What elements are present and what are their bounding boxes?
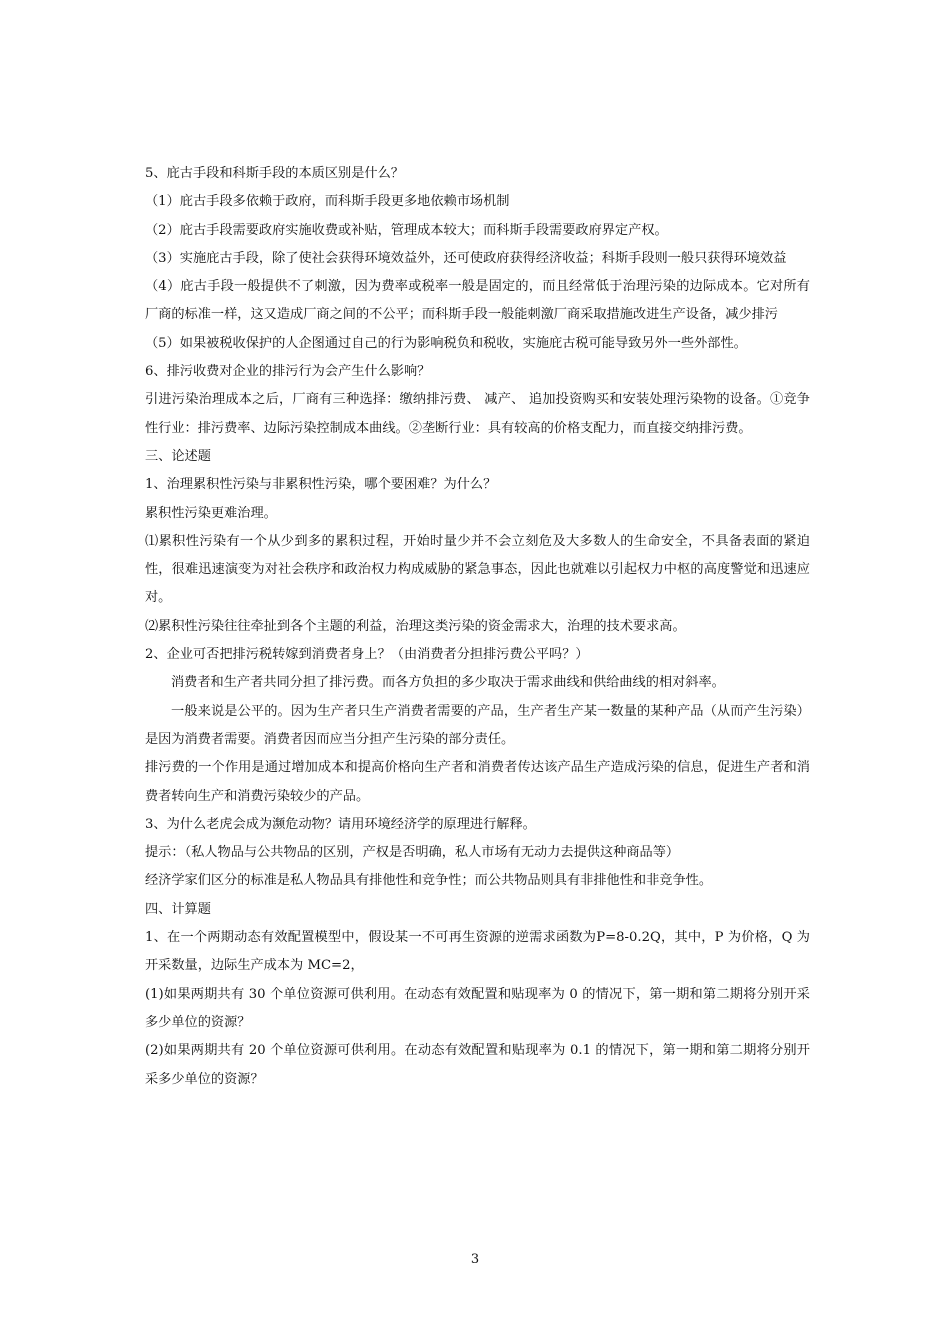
essay-question-3: 3、为什么老虎会成为濒危动物？请用环境经济学的原理进行解释。: [145, 816, 536, 832]
answer-point: （3）实施庇古手段，除了使社会获得环境效益外，还可使政府获得经济收益；科斯手段则一般只获得环境效益: [145, 250, 787, 266]
answer-paragraph: 一般来说是公平的。因为生产者只生产消费者需要的产品，生产者生产某一数量的某种产品（从而产生污染）是因为消费者需要。消费者因而应当分担产生污染的部分责任。: [145, 703, 810, 747]
essay-question-1: 1、治理累积性污染与非累积性污染，哪个要困难？为什么？: [145, 477, 497, 493]
answer-point: （4）庇古手段一般提供不了刺激，因为费率或税率一般是固定的，而且经常低于治理污染的边际成本。它对所有厂商的标准一样，这又造成厂商之间的不公平；而科斯手段一般能刺激厂商采取措施改进生产设备，减少排污: [145, 279, 810, 323]
answer-point: ⑴累积性污染有一个从少到多的累积过程，开始时量少并不会立刻危及大多数人的生命安全，不具备表面的紧迫性，很难迅速演变为对社会秩序和政治权力构成威胁的紧急事态，因此也就难以引起权力中枢的高度警觉和迅速应对。: [145, 533, 810, 606]
answer-point: （1）庇古手段多依赖于政府，而科斯手段更多地依赖市场机制: [145, 194, 510, 210]
sub-question: (1)如果两期共有 30 个单位资源可供利用。在动态有效配置和贴现率为 0 的情况下，第一期和第二期将分别开采多少单位的资源？: [145, 986, 810, 1030]
answer-paragraph: 消费者和生产者共同分担了排污费。而各方负担的多少取决于需求曲线和供给曲线的相对斜率。: [171, 675, 725, 691]
answer-point: （5）如果被税收保护的人企图通过自己的行为影响税负和税收，实施庇古税可能导致另外一些外部性。: [145, 335, 747, 351]
page-number: 3: [470, 1252, 480, 1267]
answer-paragraph: 累积性污染更难治理。: [145, 505, 277, 521]
answer-point: ⑵累积性污染往往牵扯到各个主题的利益，治理这类污染的资金需求大，治理的技术要求高。: [145, 618, 686, 634]
hint-paragraph: 提示：（私人物品与公共物品的区别，产权是否明确，私人市场有无动力去提供这种商品等）: [145, 845, 680, 861]
section-heading: 三、论述题: [145, 448, 211, 464]
answer-paragraph: 排污费的一个作用是通过增加成本和提高价格向生产者和消费者传达该产品生产造成污染的信息，促进生产者和消费者转向生产和消费污染较少的产品。: [145, 760, 810, 804]
answer-paragraph: 引进污染治理成本之后，厂商有三种选择：缴纳排污费、 减产、 追加投资购买和安装处理污染物的设备。①竞争性行业：排污费率、边际污染控制成本曲线。②垄断行业：具有较高的价格支配力，而直接交纳排污费。: [145, 392, 810, 436]
question-6-title: 6、排污收费对企业的排污行为会产生什么影响？: [145, 364, 431, 380]
question-5-title: 5、庇古手段和科斯手段的本质区别是什么？: [145, 166, 404, 181]
calc-question-1: 1、在一个两期动态有效配置模型中，假设某一不可再生资源的逆需求函数为P=8-0.2Q，其中，P 为价格，Q 为开采数量，边际生产成本为 MC=2，: [145, 930, 810, 974]
answer-paragraph: 经济学家们区分的标准是私人物品具有排他性和竞争性；而公共物品则具有非排他性和非竞争性。: [145, 873, 713, 889]
essay-question-2: 2、企业可否把排污税转嫁到消费者身上？（由消费者分担排污费公平吗？）: [145, 647, 589, 663]
document-body: [145, 160, 810, 1094]
answer-point: （2）庇古手段需要政府实施收费或补贴，管理成本较大；而科斯手段需要政府界定产权。: [145, 222, 668, 238]
sub-question: (2)如果两期共有 20 个单位资源可供利用。在动态有效配置和贴现率为 0.1 的情况下，第一期和第二期将分别开采多少单位的资源？: [145, 1043, 810, 1087]
section-heading: 四、计算题: [145, 901, 211, 917]
